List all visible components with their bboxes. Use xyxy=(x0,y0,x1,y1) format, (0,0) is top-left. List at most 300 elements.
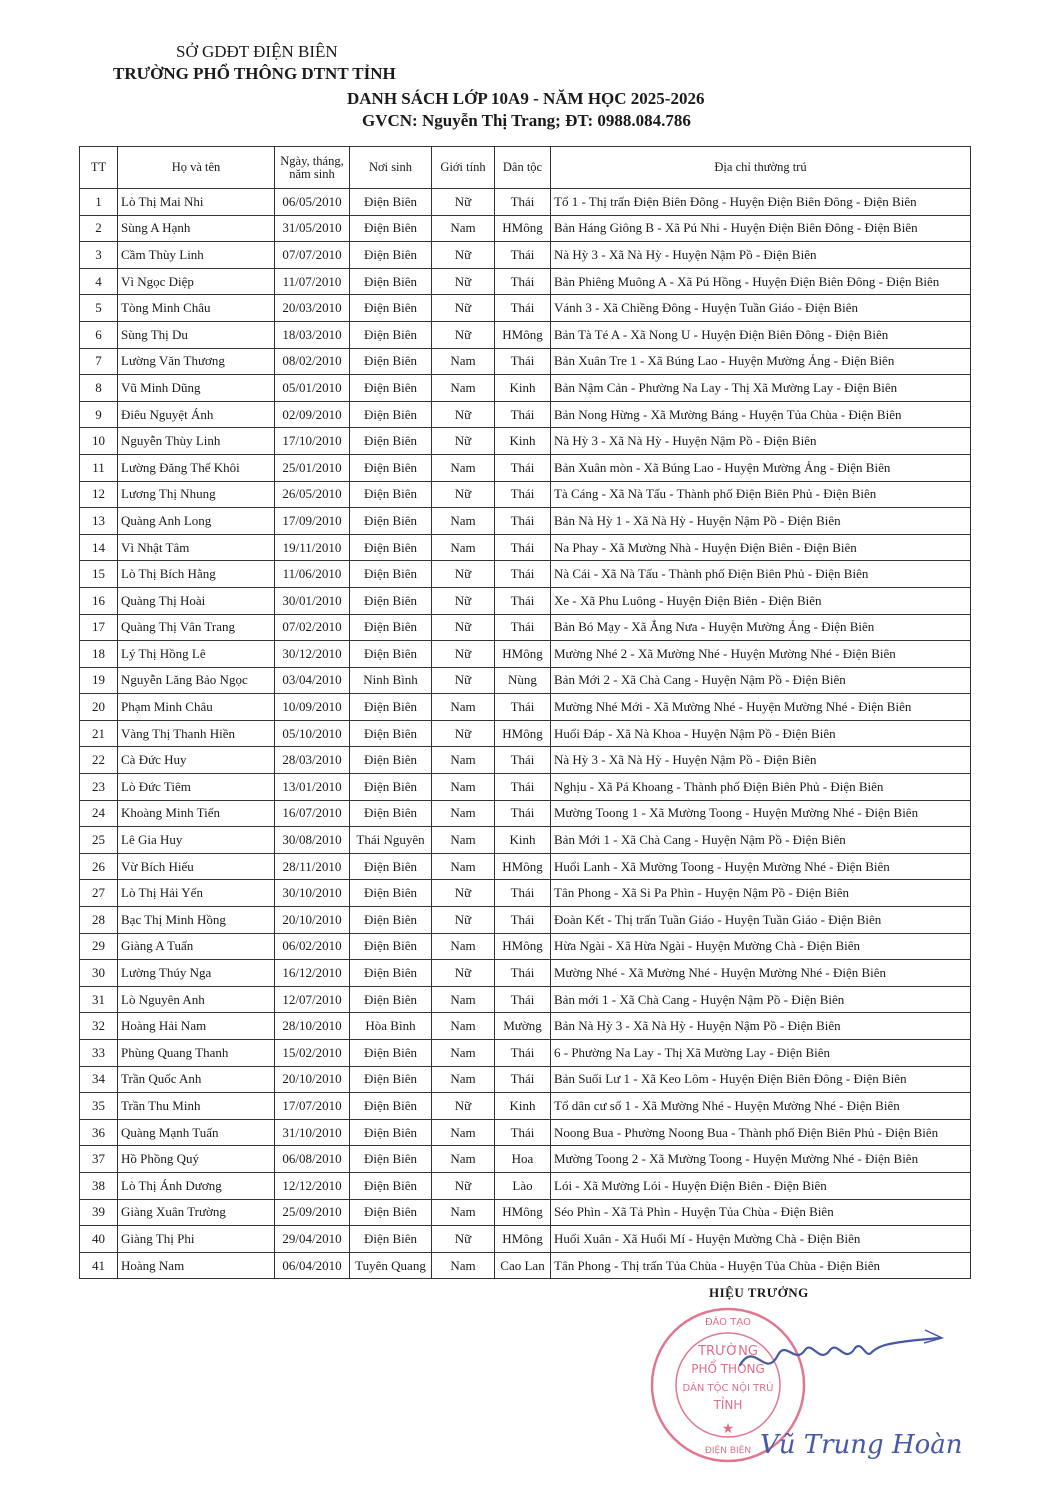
cell-ethnicity: Thái xyxy=(495,587,551,614)
cell-name: Vừ Bích Hiếu xyxy=(118,853,275,880)
cell-gender: Nữ xyxy=(432,242,495,269)
cell-dob: 30/10/2010 xyxy=(275,880,350,907)
cell-address: Bản Bó Mạy - Xã Ẳng Nưa - Huyện Mường Ảng - Điện Biên xyxy=(551,614,971,641)
table-row xyxy=(80,1146,971,1173)
cell-ethnicity: HMông xyxy=(495,853,551,880)
cell-address: Bản Nậm Cản - Phường Na Lay - Thị Xã Mường Lay - Điện Biên xyxy=(551,375,971,402)
cell-ethnicity: Thái xyxy=(495,880,551,907)
cell-birthplace: Điện Biên xyxy=(350,1146,432,1173)
cell-address: Lói - Xã Mường Lói - Huyện Điện Biên - Điện Biên xyxy=(551,1172,971,1199)
stamp-text-line4: TỈNH xyxy=(713,1398,743,1412)
cell-dob: 13/01/2010 xyxy=(275,774,350,801)
cell-birthplace: Điện Biên xyxy=(350,189,432,216)
cell-gender: Nam xyxy=(432,1066,495,1093)
table-row xyxy=(80,1252,971,1279)
cell-name: Quàng Thị Vân Trang xyxy=(118,614,275,641)
cell-dob: 20/10/2010 xyxy=(275,1066,350,1093)
cell-name: Hồ Phồng Quý xyxy=(118,1146,275,1173)
cell-ethnicity: Thái xyxy=(495,401,551,428)
cell-dob: 10/09/2010 xyxy=(275,694,350,721)
table-row xyxy=(80,1066,971,1093)
cell-name: Hoàng Hải Nam xyxy=(118,1013,275,1040)
cell-name: Giàng A Tuấn xyxy=(118,933,275,960)
col-header-gender: Giới tính xyxy=(432,147,495,189)
cell-ethnicity: HMông xyxy=(495,720,551,747)
cell-name: Điêu Nguyệt Ánh xyxy=(118,401,275,428)
cell-birthplace: Ninh Bình xyxy=(350,667,432,694)
cell-dob: 17/10/2010 xyxy=(275,428,350,455)
cell-name: Lường Đăng Thế Khôi xyxy=(118,454,275,481)
cell-name: Lê Gia Huy xyxy=(118,827,275,854)
cell-birthplace: Điện Biên xyxy=(350,215,432,242)
table-row xyxy=(80,827,971,854)
table-row xyxy=(80,694,971,721)
table-row xyxy=(80,986,971,1013)
cell-address: Mường Toong 1 - Xã Mường Toong - Huyện Mường Nhé - Điện Biên xyxy=(551,800,971,827)
cell-name: Lò Nguyên Anh xyxy=(118,986,275,1013)
cell-dob: 05/10/2010 xyxy=(275,720,350,747)
cell-tt: 3 xyxy=(80,242,118,269)
cell-tt: 39 xyxy=(80,1199,118,1226)
cell-tt: 14 xyxy=(80,534,118,561)
table-row xyxy=(80,800,971,827)
cell-ethnicity: Thái xyxy=(495,774,551,801)
table-row xyxy=(80,189,971,216)
cell-name: Vì Ngọc Diệp xyxy=(118,268,275,295)
cell-address: Bản Mới 2 - Xã Chà Cang - Huyện Nậm Pồ - Điện Biên xyxy=(551,667,971,694)
cell-birthplace: Thái Nguyên xyxy=(350,827,432,854)
cell-dob: 05/01/2010 xyxy=(275,375,350,402)
stamp-text-line3: DÂN TỘC NỘI TRÚ xyxy=(682,1383,774,1394)
cell-gender: Nữ xyxy=(432,401,495,428)
cell-address: Huổi Xuân - Xã Huổi Mí - Huyện Mường Chà - Điện Biên xyxy=(551,1226,971,1253)
cell-address: Tân Phong - Thị trấn Tủa Chùa - Huyện Tủa Chùa - Điện Biên xyxy=(551,1252,971,1279)
cell-dob: 11/06/2010 xyxy=(275,561,350,588)
cell-ethnicity: Thái xyxy=(495,614,551,641)
cell-address: 6 - Phường Na Lay - Thị Xã Mường Lay - Điện Biên xyxy=(551,1040,971,1067)
cell-name: Quàng Mạnh Tuấn xyxy=(118,1119,275,1146)
stamp-text-bottom: ĐIỆN BIÊN xyxy=(704,1446,752,1456)
cell-ethnicity: Thái xyxy=(495,508,551,535)
cell-ethnicity: HMông xyxy=(495,641,551,668)
table-row xyxy=(80,1093,971,1120)
cell-gender: Nam xyxy=(432,1252,495,1279)
cell-dob: 06/02/2010 xyxy=(275,933,350,960)
cell-name: Quàng Anh Long xyxy=(118,508,275,535)
cell-name: Nguyễn Lăng Bảo Ngọc xyxy=(118,667,275,694)
cell-tt: 10 xyxy=(80,428,118,455)
cell-tt: 36 xyxy=(80,1119,118,1146)
cell-address: Noong Bua - Phường Noong Bua - Thành phố Điện Biên Phủ - Điện Biên xyxy=(551,1119,971,1146)
cell-dob: 08/02/2010 xyxy=(275,348,350,375)
cell-name: Lò Thị Bích Hằng xyxy=(118,561,275,588)
cell-birthplace: Điện Biên xyxy=(350,747,432,774)
cell-name: Vũ Minh Dũng xyxy=(118,375,275,402)
cell-birthplace: Tuyên Quang xyxy=(350,1252,432,1279)
cell-address: Nghịu - Xã Pá Khoang - Thành phố Điện Biên Phủ - Điện Biên xyxy=(551,774,971,801)
cell-ethnicity: Thái xyxy=(495,986,551,1013)
cell-tt: 35 xyxy=(80,1093,118,1120)
cell-address: Bản mới 1 - Xã Chà Cang - Huyện Nậm Pồ - Điện Biên xyxy=(551,986,971,1013)
cell-dob: 28/11/2010 xyxy=(275,853,350,880)
table-row xyxy=(80,774,971,801)
cell-birthplace: Điện Biên xyxy=(350,428,432,455)
cell-birthplace: Điện Biên xyxy=(350,933,432,960)
table-row xyxy=(80,614,971,641)
col-header-ethnicity: Dân tộc xyxy=(495,147,551,189)
table-row xyxy=(80,242,971,269)
cell-ethnicity: HMông xyxy=(495,933,551,960)
cell-tt: 19 xyxy=(80,667,118,694)
cell-gender: Nam xyxy=(432,853,495,880)
table-row xyxy=(80,933,971,960)
cell-gender: Nam xyxy=(432,375,495,402)
cell-tt: 32 xyxy=(80,1013,118,1040)
cell-gender: Nam xyxy=(432,454,495,481)
table-row xyxy=(80,1172,971,1199)
cell-tt: 33 xyxy=(80,1040,118,1067)
cell-dob: 29/04/2010 xyxy=(275,1226,350,1253)
cell-gender: Nam xyxy=(432,800,495,827)
cell-tt: 6 xyxy=(80,321,118,348)
table-row xyxy=(80,1040,971,1067)
cell-tt: 29 xyxy=(80,933,118,960)
cell-ethnicity: Thái xyxy=(495,907,551,934)
cell-tt: 23 xyxy=(80,774,118,801)
cell-name: Lý Thị Hồng Lê xyxy=(118,641,275,668)
table-row xyxy=(80,481,971,508)
table-row xyxy=(80,720,971,747)
cell-address: Mường Nhé - Xã Mường Nhé - Huyện Mường Nhé - Điện Biên xyxy=(551,960,971,987)
table-row xyxy=(80,534,971,561)
cell-gender: Nữ xyxy=(432,481,495,508)
cell-gender: Nữ xyxy=(432,428,495,455)
school-name: TRƯỜNG PHỔ THÔNG DTNT TỈNH xyxy=(113,64,396,83)
cell-address: Bản Háng Giông B - Xã Pú Nhi - Huyện Điện Biên Đông - Điện Biên xyxy=(551,215,971,242)
cell-ethnicity: Kinh xyxy=(495,428,551,455)
cell-name: Giàng Xuân Trường xyxy=(118,1199,275,1226)
agency-name: SỞ GDĐT ĐIỆN BIÊN xyxy=(176,42,338,61)
cell-address: Xe - Xã Phu Luông - Huyện Điện Biên - Điện Biên xyxy=(551,587,971,614)
cell-dob: 30/01/2010 xyxy=(275,587,350,614)
cell-birthplace: Điện Biên xyxy=(350,481,432,508)
cell-gender: Nữ xyxy=(432,268,495,295)
cell-dob: 02/09/2010 xyxy=(275,401,350,428)
cell-ethnicity: HMông xyxy=(495,1226,551,1253)
cell-name: Lường Thúy Nga xyxy=(118,960,275,987)
cell-dob: 06/08/2010 xyxy=(275,1146,350,1173)
cell-address: Nà Hỳ 3 - Xã Nà Hỳ - Huyện Nậm Pồ - Điện Biên xyxy=(551,428,971,455)
cell-ethnicity: Thái xyxy=(495,348,551,375)
cell-tt: 18 xyxy=(80,641,118,668)
cell-tt: 1 xyxy=(80,189,118,216)
cell-gender: Nam xyxy=(432,348,495,375)
cell-name: Lò Thị Mai Nhi xyxy=(118,189,275,216)
cell-ethnicity: Thái xyxy=(495,295,551,322)
cell-tt: 11 xyxy=(80,454,118,481)
cell-dob: 25/01/2010 xyxy=(275,454,350,481)
cell-address: Vánh 3 - Xã Chiềng Đông - Huyện Tuần Giáo - Điện Biên xyxy=(551,295,971,322)
cell-address: Nà Hỳ 3 - Xã Nà Hỳ - Huyện Nậm Pồ - Điện Biên xyxy=(551,242,971,269)
cell-tt: 37 xyxy=(80,1146,118,1173)
cell-birthplace: Điện Biên xyxy=(350,986,432,1013)
cell-gender: Nam xyxy=(432,1119,495,1146)
cell-dob: 06/05/2010 xyxy=(275,189,350,216)
cell-birthplace: Điện Biên xyxy=(350,1066,432,1093)
table-row xyxy=(80,454,971,481)
col-header-address: Địa chỉ thường trú xyxy=(551,147,971,189)
cell-gender: Nam xyxy=(432,747,495,774)
table-row xyxy=(80,321,971,348)
cell-birthplace: Điện Biên xyxy=(350,800,432,827)
student-table xyxy=(79,146,971,1279)
cell-birthplace: Điện Biên xyxy=(350,774,432,801)
cell-gender: Nữ xyxy=(432,667,495,694)
cell-address: Bản Xuân mòn - Xã Búng Lao - Huyện Mường Ảng - Điện Biên xyxy=(551,454,971,481)
cell-ethnicity: Lào xyxy=(495,1172,551,1199)
cell-ethnicity: Thái xyxy=(495,481,551,508)
cell-birthplace: Điện Biên xyxy=(350,242,432,269)
cell-ethnicity: HMông xyxy=(495,1199,551,1226)
cell-birthplace: Điện Biên xyxy=(350,880,432,907)
cell-birthplace: Điện Biên xyxy=(350,641,432,668)
cell-dob: 11/07/2010 xyxy=(275,268,350,295)
cell-birthplace: Điện Biên xyxy=(350,694,432,721)
cell-tt: 30 xyxy=(80,960,118,987)
cell-address: Bản Nong Hừng - Xã Mường Báng - Huyện Tủa Chùa - Điện Biên xyxy=(551,401,971,428)
cell-gender: Nam xyxy=(432,508,495,535)
cell-address: Đoàn Kết - Thị trấn Tuần Giáo - Huyện Tuần Giáo - Điện Biên xyxy=(551,907,971,934)
cell-birthplace: Điện Biên xyxy=(350,348,432,375)
cell-dob: 31/05/2010 xyxy=(275,215,350,242)
table-row xyxy=(80,853,971,880)
cell-address: Bản Phiêng Muông A - Xã Pú Hồng - Huyện Điện Biên Đông - Điện Biên xyxy=(551,268,971,295)
cell-address: Bản Nà Hỳ 3 - Xã Nà Hỳ - Huyện Nậm Pồ - Điện Biên xyxy=(551,1013,971,1040)
principal-name: Vũ Trung Hoàn xyxy=(760,1430,963,1460)
cell-gender: Nam xyxy=(432,1013,495,1040)
cell-address: Bản Nà Hỳ 1 - Xã Nà Hỳ - Huyện Nậm Pồ - Điện Biên xyxy=(551,508,971,535)
cell-tt: 2 xyxy=(80,215,118,242)
cell-ethnicity: Thái xyxy=(495,1119,551,1146)
cell-name: Lường Văn Thương xyxy=(118,348,275,375)
cell-name: Lò Đức Tiêm xyxy=(118,774,275,801)
cell-dob: 18/03/2010 xyxy=(275,321,350,348)
cell-tt: 38 xyxy=(80,1172,118,1199)
handwritten-signature xyxy=(720,1310,950,1400)
cell-ethnicity: Thái xyxy=(495,189,551,216)
cell-birthplace: Điện Biên xyxy=(350,561,432,588)
stamp-text-line1: TRƯỜNG xyxy=(698,1344,758,1359)
cell-gender: Nam xyxy=(432,694,495,721)
cell-tt: 15 xyxy=(80,561,118,588)
col-header-name: Họ và tên xyxy=(118,147,275,189)
cell-gender: Nam xyxy=(432,1040,495,1067)
cell-birthplace: Điện Biên xyxy=(350,454,432,481)
cell-ethnicity: HMông xyxy=(495,215,551,242)
cell-name: Sùng Thị Du xyxy=(118,321,275,348)
teacher-info: GVCN: Nguyễn Thị Trang; ĐT: 0988.084.786 xyxy=(362,111,691,130)
cell-birthplace: Điện Biên xyxy=(350,268,432,295)
cell-gender: Nữ xyxy=(432,614,495,641)
cell-ethnicity: Hoa xyxy=(495,1146,551,1173)
cell-gender: Nam xyxy=(432,933,495,960)
cell-name: Trần Thu Minh xyxy=(118,1093,275,1120)
cell-address: Huổi Đáp - Xã Nà Khoa - Huyện Nậm Pồ - Điện Biên xyxy=(551,720,971,747)
cell-ethnicity: Nùng xyxy=(495,667,551,694)
cell-address: Huổi Lanh - Xã Mường Toong - Huyện Mường Nhé - Điện Biên xyxy=(551,853,971,880)
cell-tt: 9 xyxy=(80,401,118,428)
cell-birthplace: Điện Biên xyxy=(350,1119,432,1146)
cell-ethnicity: Thái xyxy=(495,1066,551,1093)
cell-tt: 31 xyxy=(80,986,118,1013)
cell-dob: 28/03/2010 xyxy=(275,747,350,774)
cell-ethnicity: Thái xyxy=(495,694,551,721)
cell-birthplace: Điện Biên xyxy=(350,907,432,934)
cell-tt: 27 xyxy=(80,880,118,907)
cell-gender: Nam xyxy=(432,1146,495,1173)
cell-name: Phùng Quang Thanh xyxy=(118,1040,275,1067)
cell-dob: 07/07/2010 xyxy=(275,242,350,269)
cell-birthplace: Điện Biên xyxy=(350,960,432,987)
cell-address: Bản Xuân Tre 1 - Xã Búng Lao - Huyện Mường Ảng - Điện Biên xyxy=(551,348,971,375)
cell-dob: 31/10/2010 xyxy=(275,1119,350,1146)
table-row xyxy=(80,880,971,907)
cell-name: Sùng A Hạnh xyxy=(118,215,275,242)
cell-gender: Nữ xyxy=(432,295,495,322)
table-row xyxy=(80,587,971,614)
cell-dob: 06/04/2010 xyxy=(275,1252,350,1279)
table-header-row xyxy=(80,147,971,189)
cell-name: Phạm Minh Châu xyxy=(118,694,275,721)
cell-dob: 25/09/2010 xyxy=(275,1199,350,1226)
cell-tt: 26 xyxy=(80,853,118,880)
cell-dob: 30/12/2010 xyxy=(275,641,350,668)
cell-address: Tân Phong - Xã Si Pa Phìn - Huyện Nậm Pồ - Điện Biên xyxy=(551,880,971,907)
table-row xyxy=(80,1199,971,1226)
cell-birthplace: Điện Biên xyxy=(350,614,432,641)
cell-address: Bản Tà Té A - Xã Nong U - Huyện Điện Biên Đông - Điện Biên xyxy=(551,321,971,348)
cell-dob: 12/12/2010 xyxy=(275,1172,350,1199)
cell-dob: 28/10/2010 xyxy=(275,1013,350,1040)
cell-gender: Nữ xyxy=(432,641,495,668)
col-header-tt: TT xyxy=(80,147,118,189)
cell-tt: 34 xyxy=(80,1066,118,1093)
cell-gender: Nam xyxy=(432,774,495,801)
cell-tt: 22 xyxy=(80,747,118,774)
document-title: DANH SÁCH LỚP 10A9 - NĂM HỌC 2025-2026 xyxy=(347,89,705,108)
cell-tt: 20 xyxy=(80,694,118,721)
cell-ethnicity: HMông xyxy=(495,321,551,348)
cell-tt: 40 xyxy=(80,1226,118,1253)
cell-dob: 26/05/2010 xyxy=(275,481,350,508)
stamp-star: ★ xyxy=(721,1421,735,1437)
cell-birthplace: Điện Biên xyxy=(350,1226,432,1253)
cell-gender: Nữ xyxy=(432,587,495,614)
cell-ethnicity: Kinh xyxy=(495,827,551,854)
cell-name: Khoàng Minh Tiến xyxy=(118,800,275,827)
stamp-text-top: ĐÀO TẠO xyxy=(704,1317,752,1328)
cell-name: Vàng Thị Thanh Hiền xyxy=(118,720,275,747)
cell-name: Quàng Thị Hoài xyxy=(118,587,275,614)
principal-title: HIỆU TRƯỞNG xyxy=(709,1285,809,1300)
table-row xyxy=(80,401,971,428)
cell-name: Lò Thị Ánh Dương xyxy=(118,1172,275,1199)
cell-birthplace: Điện Biên xyxy=(350,1172,432,1199)
cell-tt: 16 xyxy=(80,587,118,614)
cell-gender: Nữ xyxy=(432,321,495,348)
cell-address: Tổ dân cư số 1 - Xã Mường Nhé - Huyện Mường Nhé - Điện Biên xyxy=(551,1093,971,1120)
cell-birthplace: Điện Biên xyxy=(350,720,432,747)
cell-gender: Nam xyxy=(432,986,495,1013)
cell-address: Bản Suối Lư 1 - Xã Keo Lôm - Huyện Điện Biên Đông - Điện Biên xyxy=(551,1066,971,1093)
cell-dob: 20/03/2010 xyxy=(275,295,350,322)
cell-address: Tổ 1 - Thị trấn Điện Biên Đông - Huyện Điện Biên Đông - Điện Biên xyxy=(551,189,971,216)
col-header-birthplace: Nơi sinh xyxy=(350,147,432,189)
cell-gender: Nam xyxy=(432,215,495,242)
table-row xyxy=(80,268,971,295)
cell-name: Lò Thị Hải Yến xyxy=(118,880,275,907)
cell-birthplace: Điện Biên xyxy=(350,853,432,880)
cell-tt: 13 xyxy=(80,508,118,535)
cell-gender: Nữ xyxy=(432,720,495,747)
cell-name: Trần Quốc Anh xyxy=(118,1066,275,1093)
cell-dob: 20/10/2010 xyxy=(275,907,350,934)
cell-gender: Nam xyxy=(432,827,495,854)
cell-dob: 03/04/2010 xyxy=(275,667,350,694)
cell-ethnicity: Cao Lan xyxy=(495,1252,551,1279)
cell-gender: Nữ xyxy=(432,960,495,987)
table-row xyxy=(80,348,971,375)
col-header-dob: Ngày, tháng, năm sinh xyxy=(275,147,350,189)
table-row xyxy=(80,428,971,455)
cell-birthplace: Điện Biên xyxy=(350,1040,432,1067)
cell-ethnicity: Thái xyxy=(495,268,551,295)
table-row xyxy=(80,561,971,588)
cell-ethnicity: Thái xyxy=(495,1040,551,1067)
cell-tt: 21 xyxy=(80,720,118,747)
cell-dob: 30/08/2010 xyxy=(275,827,350,854)
cell-birthplace: Điện Biên xyxy=(350,508,432,535)
cell-ethnicity: Kinh xyxy=(495,375,551,402)
cell-name: Vì Nhật Tâm xyxy=(118,534,275,561)
stamp-text-line2: PHỔ THÔNG xyxy=(691,1362,765,1376)
cell-address: Bản Mới 1 - Xã Chà Cang - Huyện Nậm Pồ - Điện Biên xyxy=(551,827,971,854)
cell-gender: Nữ xyxy=(432,189,495,216)
cell-gender: Nữ xyxy=(432,880,495,907)
cell-address: Séo Phìn - Xã Tả Phìn - Huyện Tủa Chùa - Điện Biên xyxy=(551,1199,971,1226)
cell-ethnicity: Thái xyxy=(495,534,551,561)
cell-address: Na Phay - Xã Mường Nhà - Huyện Điện Biên - Điện Biên xyxy=(551,534,971,561)
cell-tt: 41 xyxy=(80,1252,118,1279)
cell-dob: 17/07/2010 xyxy=(275,1093,350,1120)
cell-name: Tòng Minh Châu xyxy=(118,295,275,322)
cell-ethnicity: Thái xyxy=(495,747,551,774)
table-row xyxy=(80,508,971,535)
cell-tt: 25 xyxy=(80,827,118,854)
cell-ethnicity: Thái xyxy=(495,800,551,827)
table-row xyxy=(80,747,971,774)
cell-dob: 19/11/2010 xyxy=(275,534,350,561)
cell-name: Nguyễn Thùy Linh xyxy=(118,428,275,455)
table-row xyxy=(80,295,971,322)
cell-ethnicity: Thái xyxy=(495,242,551,269)
cell-birthplace: Điện Biên xyxy=(350,1199,432,1226)
table-row xyxy=(80,907,971,934)
cell-dob: 17/09/2010 xyxy=(275,508,350,535)
table-row xyxy=(80,215,971,242)
cell-tt: 28 xyxy=(80,907,118,934)
cell-address: Hừa Ngài - Xã Hừa Ngài - Huyện Mường Chà - Điện Biên xyxy=(551,933,971,960)
